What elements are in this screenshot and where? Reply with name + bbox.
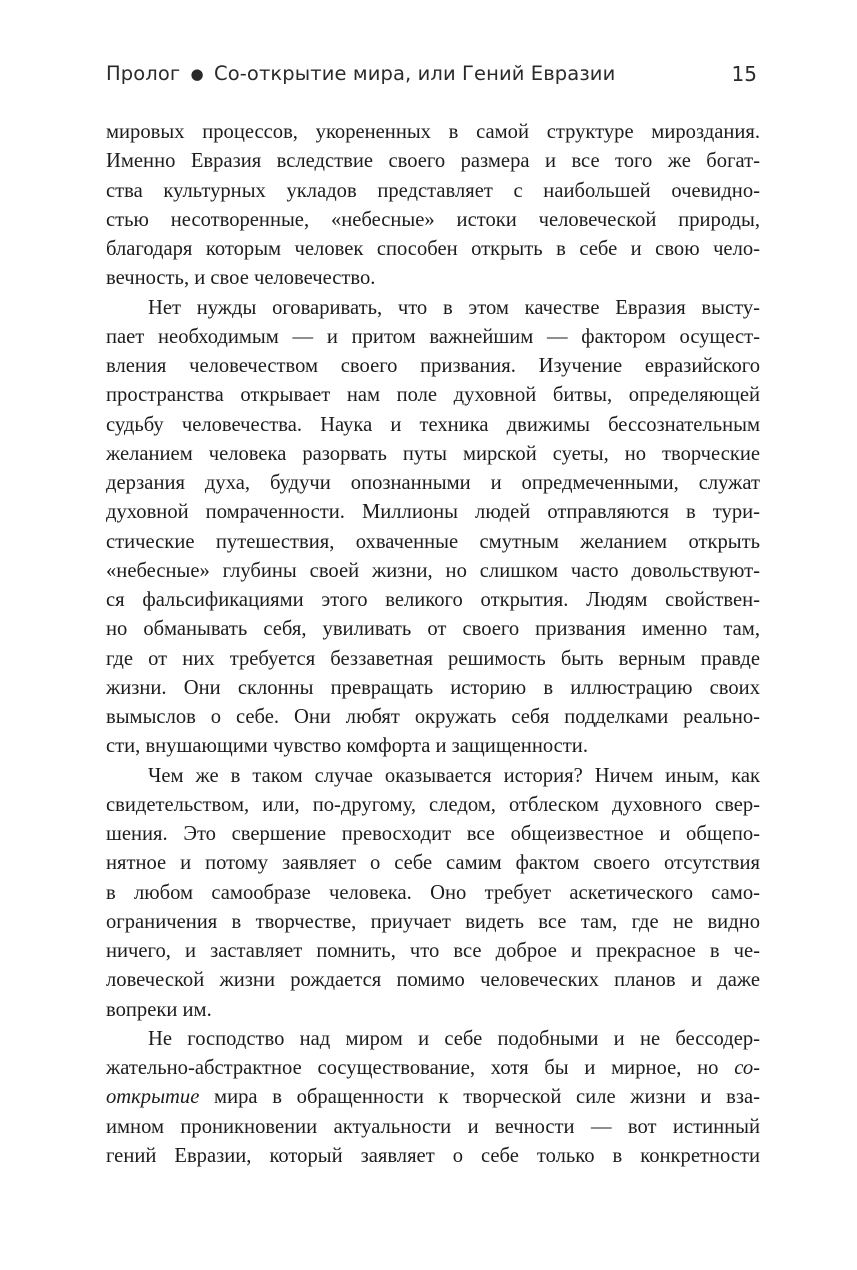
text-line: судьбу человечества. Наука и техника движимы бессознательным xyxy=(106,413,760,436)
text-line: «небесные» глубины своей жизни, но слишком часто довольствуют- xyxy=(106,559,760,582)
text-line: вечность, и свое человечество. xyxy=(106,267,376,290)
text-line: мировых процессов, укорененных в самой структуре мироздания. xyxy=(106,121,760,143)
text-segment: жательно-абстрактное сосуществование, хотя бы и мирное, но xyxy=(106,1057,735,1079)
section-label: Пролог xyxy=(106,62,181,85)
body-text xyxy=(106,118,760,1171)
text-line: ловеческой жизни рождается помимо человеческих планов и даже xyxy=(106,969,760,992)
text-line: желанием человека разорвать путы мирской суеты, но творческие xyxy=(106,442,760,465)
text-line: Чем же в таком случае оказывается история? Ничем иным, как xyxy=(148,764,760,787)
text-line xyxy=(106,1054,760,1083)
text-line: Не господство над миром и себе подобными и не бессодер- xyxy=(148,1027,760,1050)
text-line: вымыслов о себе. Они любят окружать себя подделками реально- xyxy=(106,706,760,728)
chapter-title: Со-открытие мира, или Гений Евразии xyxy=(214,62,616,85)
text-line: пает необходимым — и притом важнейшим — фактором осущест- xyxy=(106,325,760,348)
paragraph-2 xyxy=(106,294,760,762)
text-line: Нет нужды оговаривать, что в этом качестве Евразия высту- xyxy=(148,296,760,319)
paragraph-1 xyxy=(106,118,760,294)
text-line: шения. Это свершение превосходит все общеизвестное и общепо- xyxy=(106,823,760,845)
text-line: нятное и потому заявляет о себе самим фактом своего отсутствия xyxy=(106,852,760,875)
text-line: стические путешествия, охваченные смутным желанием открыть xyxy=(106,530,760,553)
text-line: свидетельством, или, по-другому, следом, отблеском духовного свер- xyxy=(106,793,760,816)
paragraph-3 xyxy=(106,762,760,1025)
italic-text: открытие xyxy=(106,1086,200,1109)
text-line: имном проникновении актуальности и вечности — вот истинный xyxy=(106,1115,760,1138)
text-line: стью несотворенные, «небесные» истоки человеческой природы, xyxy=(106,208,760,231)
text-line: ничего, и заставляет помнить, что все доброе и прекрасное в че- xyxy=(106,940,760,962)
text-line: ограничения в творчестве, приучает видеть все там, где не видно xyxy=(106,910,760,933)
page-number: 15 xyxy=(731,62,757,86)
text-line: дерзания духа, будучи опознанными и опредмеченными, служат xyxy=(106,472,760,494)
text-line: вления человечеством своего призвания. Изучение евразийского xyxy=(106,355,760,377)
text-line: ся фальсификациями этого великого открытия. Людям свойствен- xyxy=(106,589,760,611)
text-line: в любом самообразе человека. Оно требует аскетического само- xyxy=(106,881,760,904)
text-line: пространства открывает нам поле духовной битвы, определяющей xyxy=(106,384,760,407)
text-line: где от них требуется беззаветная решимость быть верным правде xyxy=(106,647,760,670)
text-segment: мира в обращенности к творческой силе жизни и вза- xyxy=(199,1086,760,1109)
text-line: гений Евразии, который заявляет о себе только в конкретности xyxy=(106,1144,760,1167)
text-line: духовной помраченности. Миллионы людей отправляются в тури- xyxy=(106,501,760,524)
text-line: ства культурных укладов представляет с наибольшей очевидно- xyxy=(106,179,760,202)
text-line: сти, внушающими чувство комфорта и защищенности. xyxy=(106,735,588,758)
bullet-separator-icon: ● xyxy=(190,65,204,83)
paragraph-4 xyxy=(106,1025,760,1171)
text-line xyxy=(106,1083,760,1112)
running-head xyxy=(106,62,615,85)
text-line: жизни. Они склонны превращать историю в иллюстрацию своих xyxy=(106,676,760,699)
text-line: но обманывать себя, увиливать от своего призвания именно там, xyxy=(106,618,760,641)
text-line: благодаря которым человек способен открыть в себе и свою чело- xyxy=(106,238,760,260)
italic-text: со- xyxy=(734,1057,760,1079)
text-line: Именно Евразия вследствие своего размера и все того же богат- xyxy=(106,150,760,173)
text-line: вопреки им. xyxy=(106,998,212,1021)
